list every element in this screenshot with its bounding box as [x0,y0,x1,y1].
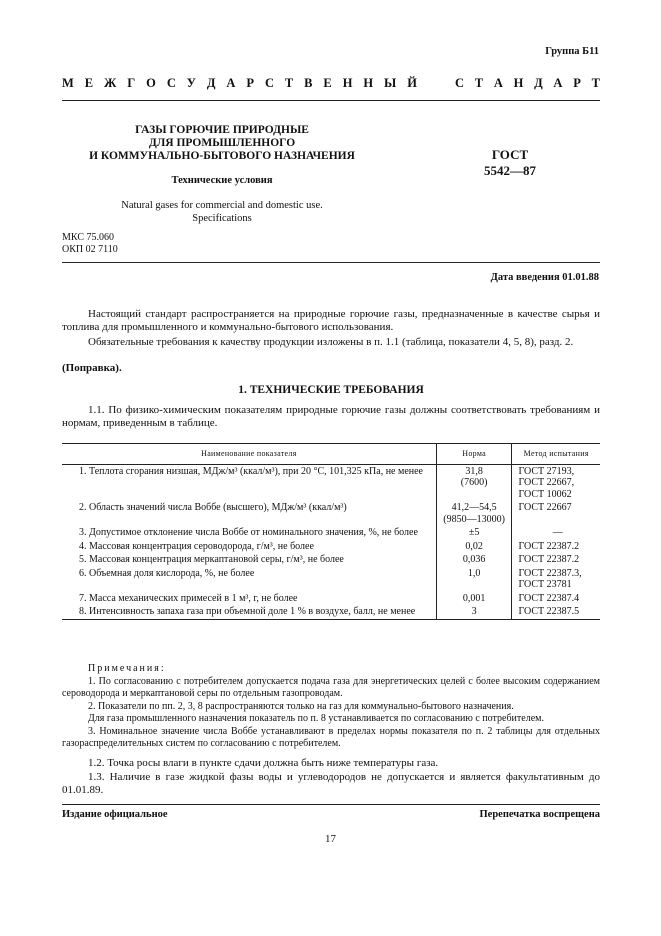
norm-value: 0,001 [436,592,512,606]
note-3: 3. Номинальное значение числа Воббе устанавливают в пределах нормы показателя по п. 2 таблицы для отдельных газораспределительных систем по согласованию с потребителем. [62,725,600,749]
note-2-continued: Для газа промышленного назначения показатель по п. 8 устанавливается по согласованию с потребителем. [88,713,544,724]
english-title [62,199,382,225]
group-code: Группа Б11 [545,46,599,57]
test-method: — [512,526,600,540]
clause-1-2 [62,757,600,770]
header-indicator-name: Наименование показателя [62,444,436,465]
norm-value: 41,2—54,5 (9850—13000) [436,501,512,526]
clause-1-2-text: 1.2. Точка росы влаги в пункте сдачи должна быть ниже температуры газа. [88,757,439,769]
indicator-name: 4. Массовая концентрация сероводорода, г/м³, не более [79,540,314,552]
norm-value: 0,02 [436,540,512,554]
okp-code: ОКП 02 7110 [62,243,118,255]
gost-designation [470,147,550,179]
clause-1-3-text: 1.3. Наличие в газе жидкой фазы воды и углеводородов не допускается и является факультативным до 01.01.89. [62,771,600,796]
correction-note: (Поправка). [62,362,122,374]
norm-value: ±5 [436,526,512,540]
note-2: 2. Показатели по пп. 2, 3, 8 распространяются только на газ для коммунально-бытового назначения. [88,700,514,712]
test-method: ГОСТ 22387.4 [512,592,600,606]
header-test-method: Метод испытания [512,444,600,465]
table-row [62,592,600,606]
clause-1-1 [62,404,600,430]
table-notes [62,663,600,751]
english-title-line-2: Specifications [192,213,252,224]
mks-code: МКС 75.060 [62,232,114,243]
document-subtitle: Технические условия [171,175,273,186]
effective-date-label: Дата введения [490,272,560,283]
indicator-name: 3. Допустимое отклонение числа Воббе от номинального значения, %, не более [79,527,418,538]
indicator-name: 8. Интенсивность запаха газа при объемной доле 1 % в воздухе, балл, не менее [62,605,436,619]
norm-value: 1,0 [436,567,512,592]
clause-1-3 [62,771,600,797]
intro-text-2: Обязательные требования к качеству продукции изложены в п. 1.1 (таблица, показатели 4, 5, 8), разд. 2. [88,336,574,348]
norm-value: 0,036 [436,553,512,567]
table-row [62,605,600,619]
intro-paragraph-2 [62,336,600,349]
document-title [62,124,382,163]
banner-word-interstate: М Е Ж Г О С У Д А Р С Т В Е Н Н Ы Й [62,76,417,90]
indicator-name: 7. Масса механических примесей в 1 м³, г, не более [79,592,298,604]
section-1-title: 1. ТЕХНИЧЕСКИЕ ТРЕБОВАНИЯ [238,384,424,396]
banner-word-standard: С Т А Н Д А Р Т [455,76,600,90]
header-norm: Норма [436,444,512,465]
test-method: ГОСТ 22387.5 [512,605,600,619]
table-row [62,464,600,501]
table-row [62,501,600,526]
official-edition: Издание официальное [62,809,168,820]
note-1: 1. По согласованию с потребителем допускается подача газа для энергетических целей с более высоким содержанием сероводорода и меркаптановой серы по отдельным газопроводам. [62,675,600,699]
test-method: ГОСТ 22387.2 [512,540,600,554]
table-row [62,567,600,592]
standard-banner [62,76,600,91]
norm-value: 31,8 (7600) [436,464,512,501]
title-line-3: И КОММУНАЛЬНО-БЫТОВОГО НАЗНАЧЕНИЯ [89,150,355,162]
indicator-name: 2. Область значений числа Воббе (высшего), МДж/м³ (ккал/м³) [79,502,347,513]
page-number: 17 [325,833,336,845]
reprint-prohibited: Перепечатка воспрещена [479,809,600,820]
table-row [62,553,600,567]
intro-paragraph-3 [62,362,600,375]
codes-divider [62,262,600,263]
indicator-name: 5. Массовая концентрация меркаптановой серы, г/м³, не более [79,554,344,565]
effective-date [491,272,599,283]
test-method: ГОСТ 22387.3, ГОСТ 23781 [512,567,600,592]
english-title-line-1: Natural gases for commercial and domestic use. [121,200,323,211]
requirements-table [62,443,600,620]
title-line-2: ДЛЯ ПРОМЫШЛЕННОГО [148,137,296,149]
page-footer [62,809,600,820]
test-method: ГОСТ 27193, ГОСТ 22667, ГОСТ 10062 [512,464,600,501]
notes-heading: Примечания: [88,663,166,674]
footer-divider [62,804,600,805]
clause-1-1-text: 1.1. По физико-химическим показателям природные горючие газы должны соответствовать требованиям и нормам, приведенным в таблице. [62,404,600,429]
table-row [62,540,600,554]
indicator-name: 1. Теплота сгорания низшая, МДж/м³ (ккал/м³), при 20 °С, 101,325 кПа, не менее [79,465,423,477]
table-row [62,526,600,540]
title-line-1: ГАЗЫ ГОРЮЧИЕ ПРИРОДНЫЕ [135,124,309,136]
test-method: ГОСТ 22667 [512,501,600,526]
indicator-name: 6. Объемная доля кислорода, %, не более [79,567,255,579]
header-divider [62,100,600,101]
gost-number: 5542—87 [484,163,536,178]
norm-value: 3 [436,605,512,619]
effective-date-value: 01.01.88 [562,272,599,283]
intro-text-1: Настоящий стандарт распространяется на природные горючие газы, предназначенные в качестве сырья и топлива для промышленного и коммунально-бытового использования. [62,308,600,333]
intro-paragraph-1 [62,308,600,334]
test-method: ГОСТ 22387.2 [512,553,600,567]
classification-codes [62,232,118,255]
gost-label: ГОСТ [491,147,529,162]
